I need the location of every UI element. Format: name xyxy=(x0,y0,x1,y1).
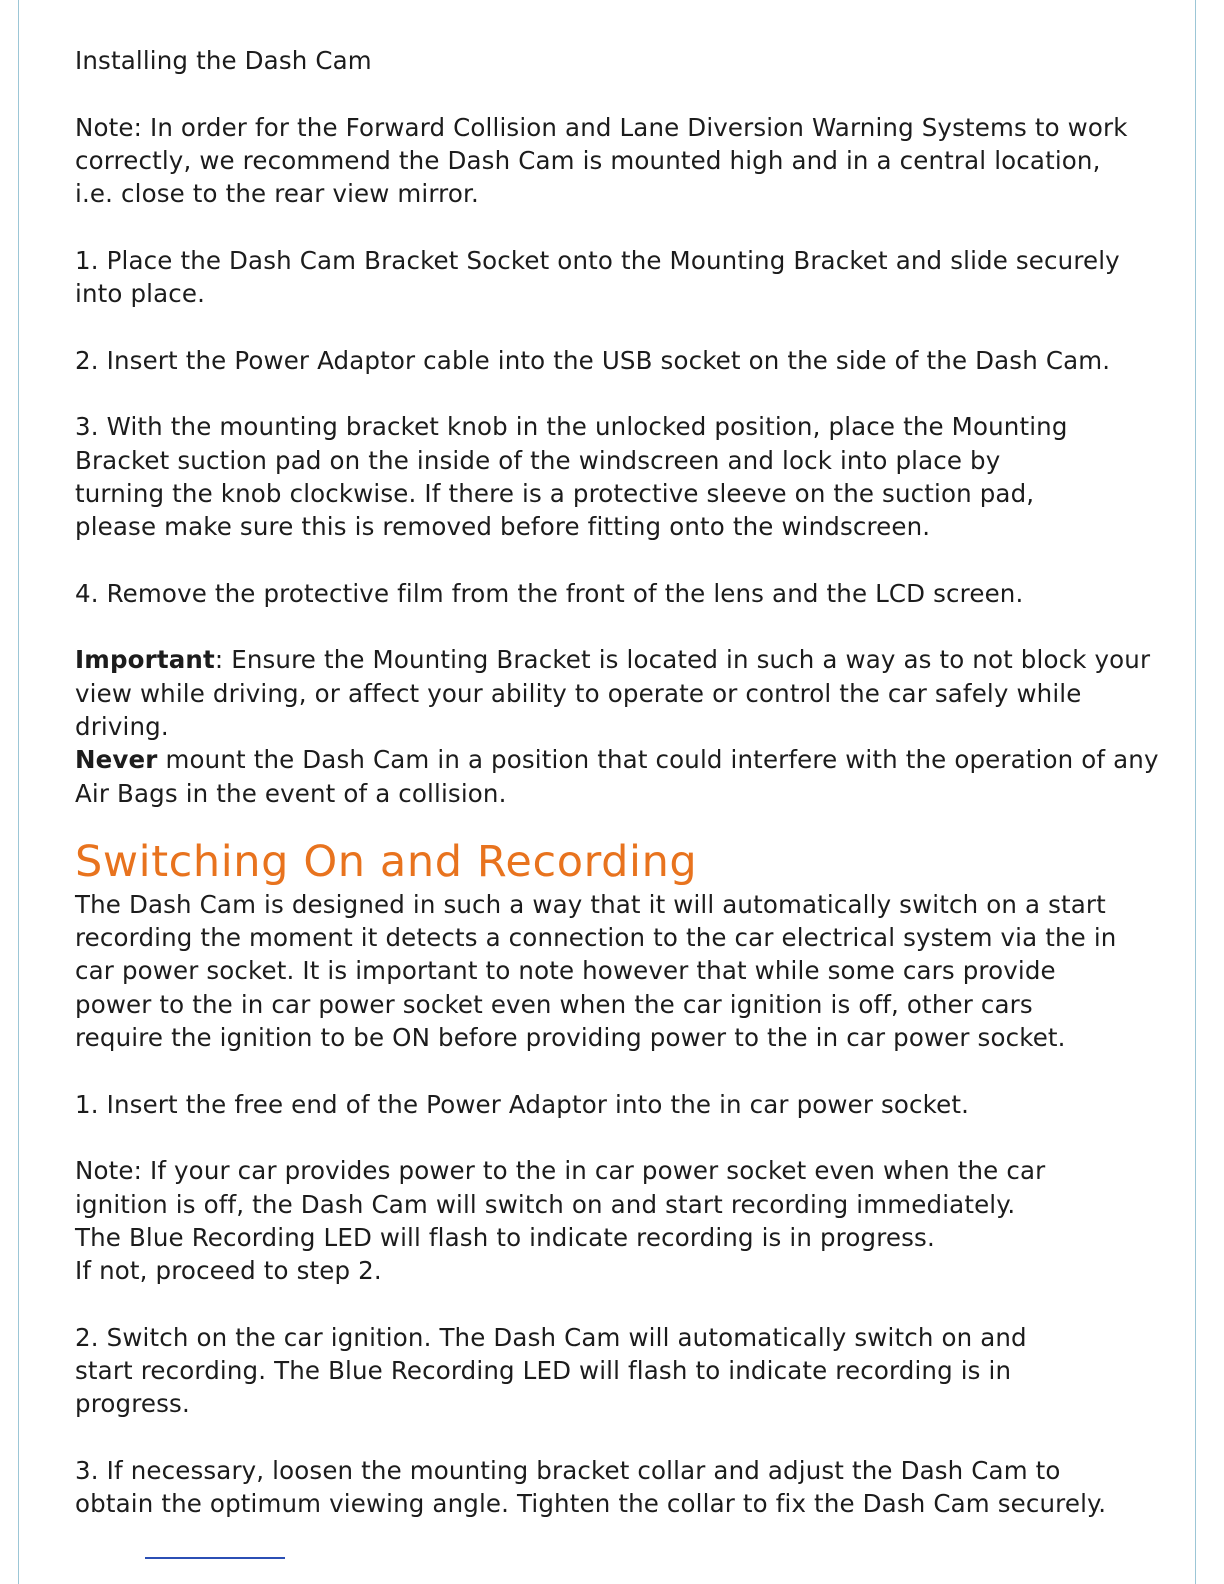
never-text: mount the Dash Cam in a position that could interfere with the operation of any Air Bags in the event of a collision. xyxy=(75,745,1159,808)
recording-intro: The Dash Cam is designed in such a way that it will automatically switch on a start recording the moment it detects a connection to the car electrical system via the in car power socket. It is important to note however that while some cars provide power to the in car power socket even when the car ignition is off, other cars require the ignition to be ON before providing power to the in car power socket. xyxy=(75,889,1117,1053)
recording-note-line-3: If not, proceed to step 2. xyxy=(75,1256,382,1286)
document-page xyxy=(18,0,1196,1584)
recording-note-line-1: Note: If your car provides power to the in car power socket even when the car ignition is off, the Dash Cam will switch on and start recording immediately. xyxy=(75,1156,1046,1219)
recording-note-line-2: The Blue Recording LED will flash to indicate recording is in progress. xyxy=(75,1222,935,1252)
page-content xyxy=(75,44,1165,1520)
important-warning xyxy=(75,643,1160,809)
install-step-2: 2. Insert the Power Adaptor cable into the USB socket on the side of the Dash Cam. xyxy=(75,345,1111,375)
section-heading-switching-on: Switching On and Recording xyxy=(75,836,698,887)
install-note: Note: In order for the Forward Collision and Lane Diversion Warning Systems to work correctly, we recommend the Dash Cam is mounted high and in a central location, i.e. close to the rear view mirror. xyxy=(75,112,1128,209)
recording-step-3: 3. If necessary, loosen the mounting bracket collar and adjust the Dash Cam to obtain the optimum viewing angle. Tighten the collar to fix the Dash Cam securely. xyxy=(75,1455,1107,1519)
important-text: : Ensure the Mounting Bracket is located in such a way as to not block your view while driving, or affect your ability to operate or control the car safely while driving. xyxy=(75,645,1151,741)
install-step-1: 1. Place the Dash Cam Bracket Socket onto the Mounting Bracket and slide securely into place. xyxy=(75,245,1120,309)
recording-step-2: 2. Switch on the car ignition. The Dash Cam will automatically switch on and start recording. The Blue Recording LED will flash to indicate recording is in progress. xyxy=(75,1322,1027,1419)
install-title: Installing the Dash Cam xyxy=(75,46,372,75)
important-label: Important xyxy=(75,645,215,675)
never-label: Never xyxy=(75,745,158,775)
recording-step-1: 1. Insert the free end of the Power Adaptor into the in car power socket. xyxy=(75,1089,970,1119)
footer-rule xyxy=(145,1557,285,1559)
install-step-4: 4. Remove the protective film from the front of the lens and the LCD screen. xyxy=(75,578,1024,608)
install-step-3: 3. With the mounting bracket knob in the unlocked position, place the Mounting Bracket suction pad on the inside of the windscreen and lock into place by turning the knob clockwise. If there is a protective sleeve on the suction pad, please make sure this is removed before fitting onto the windscreen. xyxy=(75,412,1068,542)
